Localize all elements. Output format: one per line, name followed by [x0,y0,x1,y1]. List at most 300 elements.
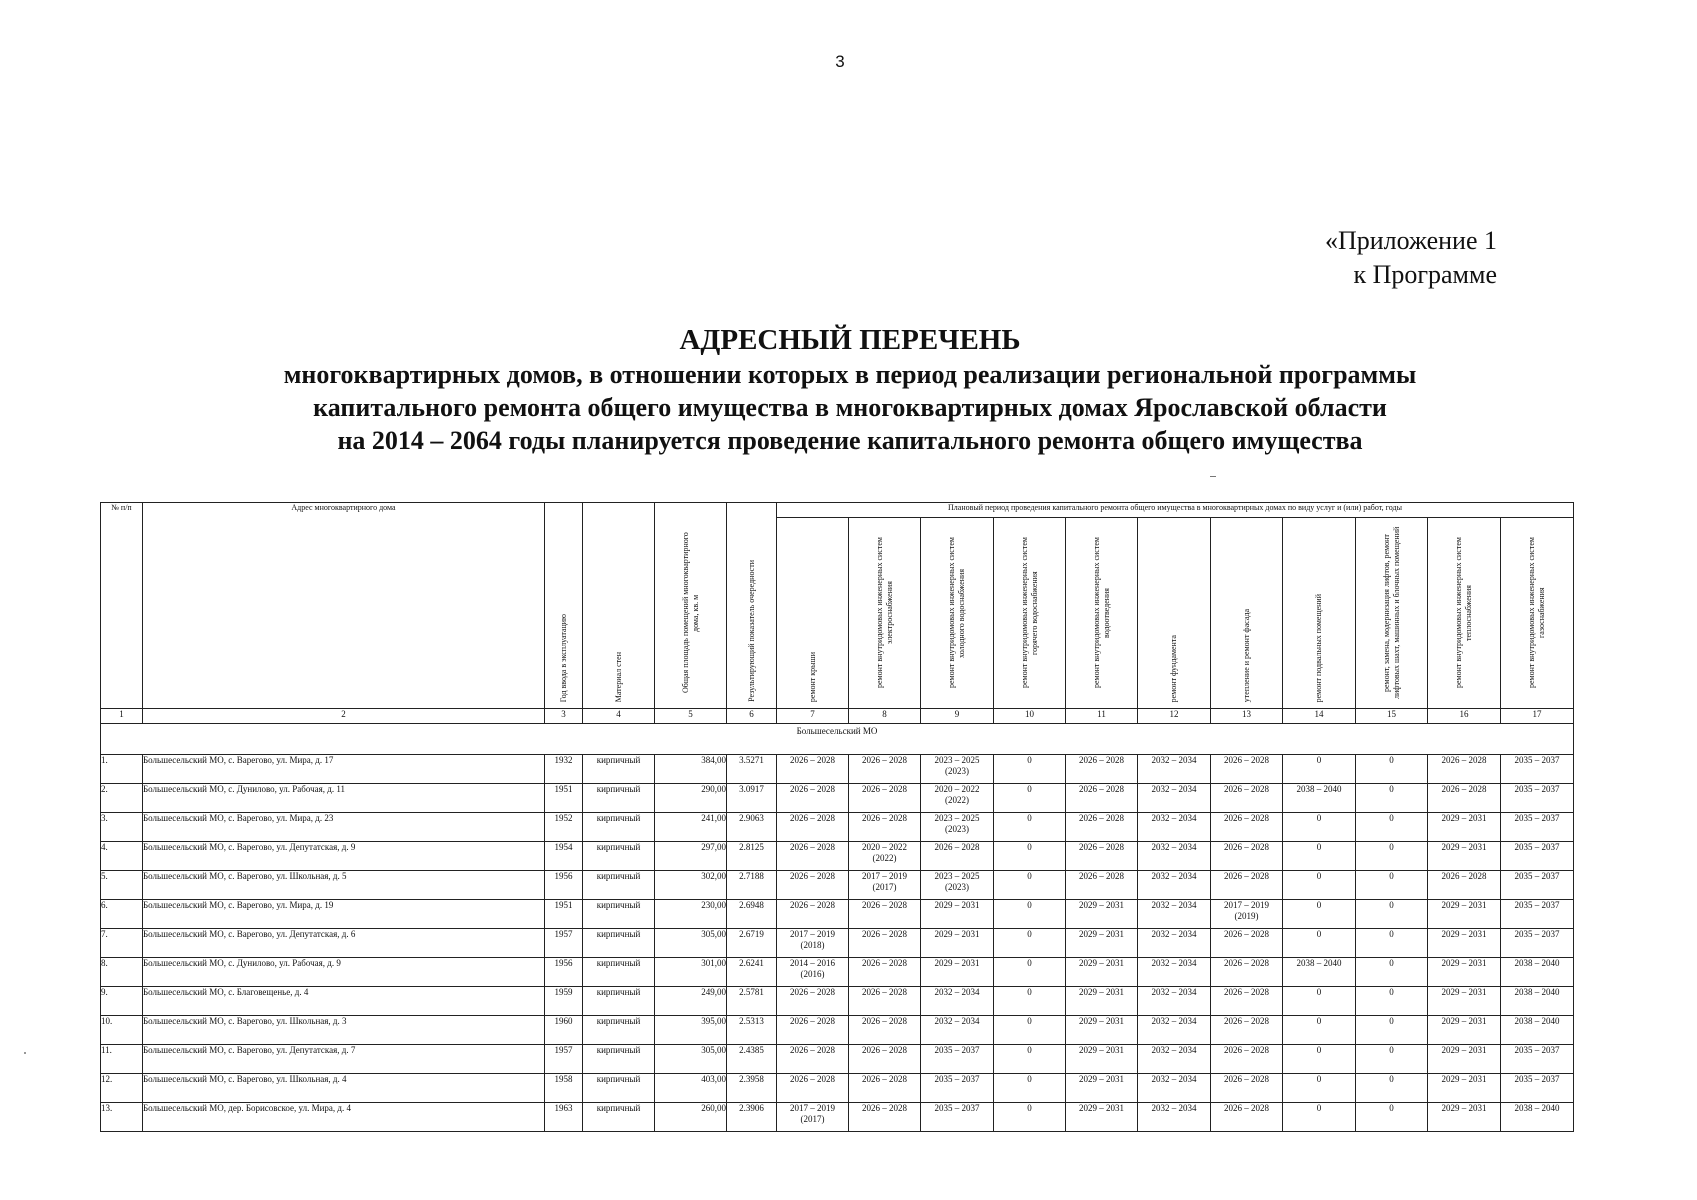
row-address-cell [143,1103,545,1132]
row-roof-actual-year: (2016) [800,969,825,979]
row-foundation: 2032 – 2034 [1151,842,1197,852]
row-gas: 2035 – 2037 [1514,1045,1560,1055]
row-facade-cell [1211,929,1283,958]
row-heating-cell [1428,842,1501,871]
row-drainage-cell [1066,987,1138,1016]
row-gas-cell [1501,1074,1574,1103]
row-number-cell [101,784,143,813]
row-electric: 2017 – 2019 [862,871,907,881]
row-material: кирпичный [596,929,641,939]
row-elevator: 0 [1389,958,1394,968]
header-basement-text: ремонт подвальных помещений [1314,593,1323,702]
row-cold-water: 2032 – 2034 [934,1016,980,1026]
row-gas-cell [1501,1016,1574,1045]
row-priority-cell [727,755,777,784]
row-heating: 2029 – 2031 [1441,1103,1487,1113]
row-elevator-cell [1356,1045,1428,1074]
row-foundation-cell [1138,1016,1211,1045]
row-roof-cell [777,900,849,929]
row-gas: 2035 – 2037 [1514,929,1560,939]
row-year: 1960 [554,1016,573,1026]
row-drainage-cell [1066,784,1138,813]
row-roof: 2026 – 2028 [790,871,835,881]
row-cold-water: 2035 – 2037 [934,1074,980,1084]
row-material-cell [583,842,655,871]
row-roof-cell [777,1045,849,1074]
section-row [101,724,1574,755]
row-gas-cell [1501,842,1574,871]
row-year: 1959 [554,987,573,997]
row-hot-water: 0 [1027,1016,1032,1026]
row-hot-water-cell [994,1016,1066,1045]
row-year-cell [545,1045,583,1074]
row-facade-cell [1211,842,1283,871]
row-area: 301,00 [701,958,726,968]
header-cold-water [921,518,994,709]
row-address-cell [143,813,545,842]
row-foundation: 2032 – 2034 [1151,813,1197,823]
table-row [101,871,1574,900]
row-number-cell [101,929,143,958]
row-heating: 2029 – 2031 [1441,958,1487,968]
row-cold-water-cell [921,1016,994,1045]
header-heating [1428,518,1501,709]
row-foundation: 2032 – 2034 [1151,987,1197,997]
row-priority: 2.6948 [739,900,764,910]
row-drainage: 2029 – 2031 [1079,1016,1124,1026]
appendix-note [1325,224,1497,292]
row-gas-cell [1501,871,1574,900]
row-hot-water: 0 [1027,871,1032,881]
row-cold-water-cell [921,1045,994,1074]
row-gas-cell [1501,900,1574,929]
row-drainage-cell [1066,755,1138,784]
row-number-cell [101,987,143,1016]
row-material: кирпичный [596,958,641,968]
row-facade: 2026 – 2028 [1224,987,1269,997]
row-elevator: 0 [1389,987,1394,997]
row-foundation-cell [1138,929,1211,958]
row-cold-water-actual-year: (2023) [945,766,969,776]
row-priority-cell [727,1045,777,1074]
row-facade-cell [1211,958,1283,987]
row-drainage-cell [1066,1103,1138,1132]
row-elevator-cell [1356,871,1428,900]
row-drainage-cell [1066,958,1138,987]
row-facade-cell [1211,987,1283,1016]
row-basement: 0 [1316,987,1322,997]
row-material-cell [583,871,655,900]
row-hot-water-cell [994,1045,1066,1074]
row-elevator-cell [1356,1074,1428,1103]
row-heating-cell [1428,784,1501,813]
row-area: 395,00 [701,1016,726,1026]
row-basement-cell [1283,1074,1356,1103]
row-heating: 2029 – 2031 [1441,1045,1487,1055]
row-gas-cell [1501,1103,1574,1132]
row-area: 305,00 [701,929,726,939]
row-cold-water-cell [921,958,994,987]
row-cold-water: 2023 – 2025 [934,813,980,823]
row-year-cell [545,842,583,871]
row-priority: 2.9063 [739,813,764,823]
row-cold-water-cell [921,871,994,900]
row-area-cell [655,842,727,871]
row-material: кирпичный [596,871,641,881]
row-priority: 2.6241 [739,958,764,968]
row-material-cell [583,755,655,784]
row-elevator-cell [1356,813,1428,842]
row-foundation: 2032 – 2034 [1151,958,1197,968]
row-area-cell [655,871,727,900]
row-cold-water-cell [921,784,994,813]
row-facade-cell [1211,1045,1283,1074]
row-priority: 2.8125 [739,842,764,852]
row-cold-water: 2032 – 2034 [934,987,980,997]
row-number: 5. [101,871,108,881]
row-heating-cell [1428,987,1501,1016]
table-body [101,724,1574,1132]
header-electric-text: ремонт внутридомовых инженерных систем электроснабжения [874,537,894,689]
row-cold-water: 2020 – 2022 [934,784,980,794]
header-facade [1211,518,1283,709]
row-facade-actual-year: (2019) [1234,911,1259,921]
row-heating-cell [1428,813,1501,842]
row-address-cell [143,929,545,958]
header-basement [1283,518,1356,709]
row-hot-water: 0 [1027,1103,1032,1113]
row-facade-cell [1211,1103,1283,1132]
row-material: кирпичный [596,1103,641,1113]
column-number: 4 [583,709,655,724]
row-facade: 2026 – 2028 [1224,958,1269,968]
row-facade: 2017 – 2019 [1224,900,1269,910]
row-drainage: 2026 – 2028 [1079,813,1124,823]
header-material-text: Материал стен [613,651,623,702]
row-basement-cell [1283,842,1356,871]
row-roof: 2017 – 2019 [790,929,835,939]
header-area [655,503,727,709]
row-foundation: 2032 – 2034 [1151,871,1197,881]
row-year-cell [545,784,583,813]
row-hot-water-cell [994,842,1066,871]
row-area-cell [655,784,727,813]
header-facade-text: утепление и ремонт фасада [1241,608,1251,702]
row-area: 260,00 [701,1103,726,1113]
row-electric-cell [849,900,921,929]
row-area-cell [655,1074,727,1103]
row-heating: 2026 – 2028 [1441,784,1487,794]
document-title [100,322,1600,457]
row-facade-cell [1211,900,1283,929]
row-electric-cell [849,929,921,958]
row-area: 249,00 [701,987,726,997]
row-heating: 2029 – 2031 [1441,929,1487,939]
row-roof: 2026 – 2028 [790,842,835,852]
column-number-row [101,709,1574,724]
row-hot-water-cell [994,871,1066,900]
row-priority: 3.0917 [739,784,764,794]
appendix-line-1: «Приложение 1 [1324,226,1497,255]
row-area-cell [655,755,727,784]
row-drainage-cell [1066,842,1138,871]
row-address-cell [143,1045,545,1074]
row-electric-cell [849,1103,921,1132]
table-row [101,900,1574,929]
row-elevator-cell [1356,1103,1428,1132]
row-hot-water: 0 [1027,1074,1032,1084]
row-area: 302,00 [701,871,726,881]
row-electric: 2026 – 2028 [862,813,907,823]
row-address: Большесельский МО, с. Варегово, ул. Депутатская, д. 6 [143,929,356,939]
row-elevator: 0 [1389,929,1394,939]
row-gas-cell [1501,958,1574,987]
header-gas-text: ремонт внутридомовых инженерных систем газоснабжения [1527,537,1546,689]
row-number: 1. [101,755,108,765]
row-heating: 2026 – 2028 [1441,755,1487,765]
header-elevator [1356,518,1428,709]
row-priority: 2.5781 [739,987,764,997]
row-drainage-cell [1066,1045,1138,1074]
row-facade-cell [1211,1074,1283,1103]
row-number-cell [101,900,143,929]
row-foundation: 2032 – 2034 [1151,1074,1197,1084]
appendix-line-2: к Программе [1353,260,1497,289]
row-year: 1956 [554,871,573,881]
row-electric: 2026 – 2028 [862,1045,907,1055]
row-electric-cell [849,1074,921,1103]
row-cold-water: 2026 – 2028 [934,842,980,852]
row-electric: 2026 – 2028 [862,1016,907,1026]
row-address: Большесельский МО, с. Дунилово, ул. Рабочая, д. 11 [143,784,346,794]
row-drainage-cell [1066,929,1138,958]
header-gas [1501,518,1574,709]
row-elevator: 0 [1389,1016,1394,1026]
row-address: Большесельский МО, с. Варегово, ул. Мира, д. 23 [143,813,334,823]
row-facade-cell [1211,871,1283,900]
row-gas-cell [1501,929,1574,958]
row-material-cell [583,1074,655,1103]
row-address-cell [143,987,545,1016]
row-hot-water-cell [994,929,1066,958]
row-cold-water-actual-year: (2022) [945,795,969,805]
row-cold-water: 2035 – 2037 [934,1045,980,1055]
row-heating-cell [1428,958,1501,987]
row-basement-cell [1283,871,1356,900]
row-electric-cell [849,987,921,1016]
row-area-cell [655,929,727,958]
scan-mark [1210,476,1216,477]
row-basement: 0 [1316,813,1322,823]
row-gas-cell [1501,784,1574,813]
row-hot-water-cell [994,1103,1066,1132]
header-electric [849,518,921,709]
row-foundation-cell [1138,871,1211,900]
row-basement: 0 [1316,755,1322,765]
header-priority [727,503,777,709]
table-row [101,784,1574,813]
title-line-3: на 2014 – 2064 годы планируется проведение капитального ремонта общего имущества [337,426,1363,455]
row-foundation-cell [1138,813,1211,842]
row-hot-water-cell [994,784,1066,813]
row-number: 8. [101,958,108,968]
row-hot-water: 0 [1027,784,1032,794]
row-hot-water: 0 [1027,755,1032,765]
row-hot-water-cell [994,755,1066,784]
row-priority-cell [727,842,777,871]
row-elevator: 0 [1389,813,1394,823]
row-foundation-cell [1138,755,1211,784]
row-gas: 2038 – 2040 [1514,1016,1560,1026]
table-row [101,1016,1574,1045]
row-foundation-cell [1138,842,1211,871]
row-area-cell [655,1045,727,1074]
column-number: 13 [1211,709,1283,724]
row-cold-water: 2023 – 2025 [934,755,980,765]
row-area-cell [655,1016,727,1045]
row-gas: 2035 – 2037 [1514,1074,1560,1084]
row-area-cell [655,987,727,1016]
row-material-cell [583,1103,655,1132]
row-number: 13. [101,1103,113,1113]
row-area: 230,00 [701,900,726,910]
table-row [101,1045,1574,1074]
row-gas: 2035 – 2037 [1514,813,1560,823]
row-heating-cell [1428,1074,1501,1103]
row-basement-cell [1283,900,1356,929]
header-hot-water [994,518,1066,709]
row-drainage: 2029 – 2031 [1079,1045,1124,1055]
row-cold-water-actual-year: (2023) [945,882,969,892]
row-gas-cell [1501,987,1574,1016]
row-elevator: 0 [1389,784,1394,794]
row-priority-cell [727,1103,777,1132]
row-basement-cell [1283,929,1356,958]
table-row [101,842,1574,871]
row-elevator: 0 [1389,1103,1394,1113]
row-year: 1963 [554,1103,573,1113]
row-foundation-cell [1138,1045,1211,1074]
row-heating: 2029 – 2031 [1441,813,1487,823]
row-foundation: 2032 – 2034 [1151,784,1197,794]
row-address-cell [143,784,545,813]
row-electric: 2026 – 2028 [862,1074,907,1084]
row-foundation-cell [1138,784,1211,813]
row-number-cell [101,1074,143,1103]
row-number-cell [101,842,143,871]
row-number-cell [101,958,143,987]
row-hot-water: 0 [1027,842,1032,852]
row-roof: 2026 – 2028 [790,784,835,794]
row-address: Большесельский МО, с. Варегово, ул. Депутатская, д. 7 [143,1045,356,1055]
row-electric-actual-year: (2022) [872,853,897,863]
row-foundation-cell [1138,958,1211,987]
row-cold-water: 2035 – 2037 [934,1103,980,1113]
row-gas: 2035 – 2037 [1514,784,1560,794]
row-facade: 2026 – 2028 [1224,1045,1269,1055]
row-drainage: 2026 – 2028 [1079,842,1124,852]
row-foundation: 2032 – 2034 [1151,929,1197,939]
row-area-cell [655,813,727,842]
row-year-cell [545,1074,583,1103]
row-drainage: 2029 – 2031 [1079,1074,1124,1084]
row-hot-water: 0 [1027,987,1032,997]
row-material-cell [583,900,655,929]
row-area-cell [655,900,727,929]
row-number-cell [101,1045,143,1074]
row-foundation-cell [1138,900,1211,929]
row-gas: 2038 – 2040 [1514,987,1560,997]
header-priority-text: Результирующий показатель очередности [746,560,756,702]
row-area: 297,00 [701,842,726,852]
title-line-1: многоквартирных домов, в отношении которых в период реализации региональной программы [283,360,1417,389]
row-basement: 2038 – 2040 [1296,784,1342,794]
row-foundation-cell [1138,1103,1211,1132]
row-material: кирпичный [596,784,641,794]
row-year: 1958 [554,1074,573,1084]
row-elevator-cell [1356,784,1428,813]
row-facade: 2026 – 2028 [1224,755,1269,765]
row-roof: 2017 – 2019 [790,1103,835,1113]
row-electric: 2026 – 2028 [862,900,907,910]
row-roof: 2014 – 2016 [790,958,835,968]
row-drainage: 2026 – 2028 [1079,784,1124,794]
row-gas-cell [1501,755,1574,784]
row-basement-cell [1283,784,1356,813]
row-basement: 0 [1316,1016,1322,1026]
row-priority: 3.5271 [739,755,764,765]
header-foundation [1138,518,1211,709]
row-drainage-cell [1066,900,1138,929]
row-roof-cell [777,842,849,871]
title-line-2: капитального ремонта общего имущества в многоквартирных домах Ярославской области [313,393,1387,422]
row-heating-cell [1428,929,1501,958]
row-heating-cell [1428,871,1501,900]
row-roof-cell [777,784,849,813]
row-roof-cell [777,958,849,987]
header-drainage [1066,518,1138,709]
row-heating-cell [1428,755,1501,784]
row-address-cell [143,958,545,987]
row-foundation-cell [1138,1074,1211,1103]
row-electric: 2026 – 2028 [862,958,907,968]
row-priority: 2.6719 [739,929,764,939]
table-row [101,755,1574,784]
row-roof-cell [777,929,849,958]
row-hot-water: 0 [1027,929,1032,939]
row-material: кирпичный [596,1045,641,1055]
row-year-cell [545,958,583,987]
row-roof-actual-year: (2017) [800,1114,825,1124]
row-basement-cell [1283,1045,1356,1074]
row-material-cell [583,813,655,842]
row-electric-cell [849,958,921,987]
row-material: кирпичный [596,1074,641,1084]
row-elevator: 0 [1389,900,1394,910]
row-roof: 2026 – 2028 [790,1074,835,1084]
page-number: 3 [835,52,845,71]
row-electric-cell [849,842,921,871]
row-facade-cell [1211,813,1283,842]
row-basement-cell [1283,813,1356,842]
row-foundation-cell [1138,987,1211,1016]
row-elevator-cell [1356,929,1428,958]
row-hot-water: 0 [1027,1045,1032,1055]
row-cold-water-cell [921,755,994,784]
row-roof: 2026 – 2028 [790,987,835,997]
column-number: 2 [143,709,545,724]
row-electric: 2026 – 2028 [862,929,907,939]
